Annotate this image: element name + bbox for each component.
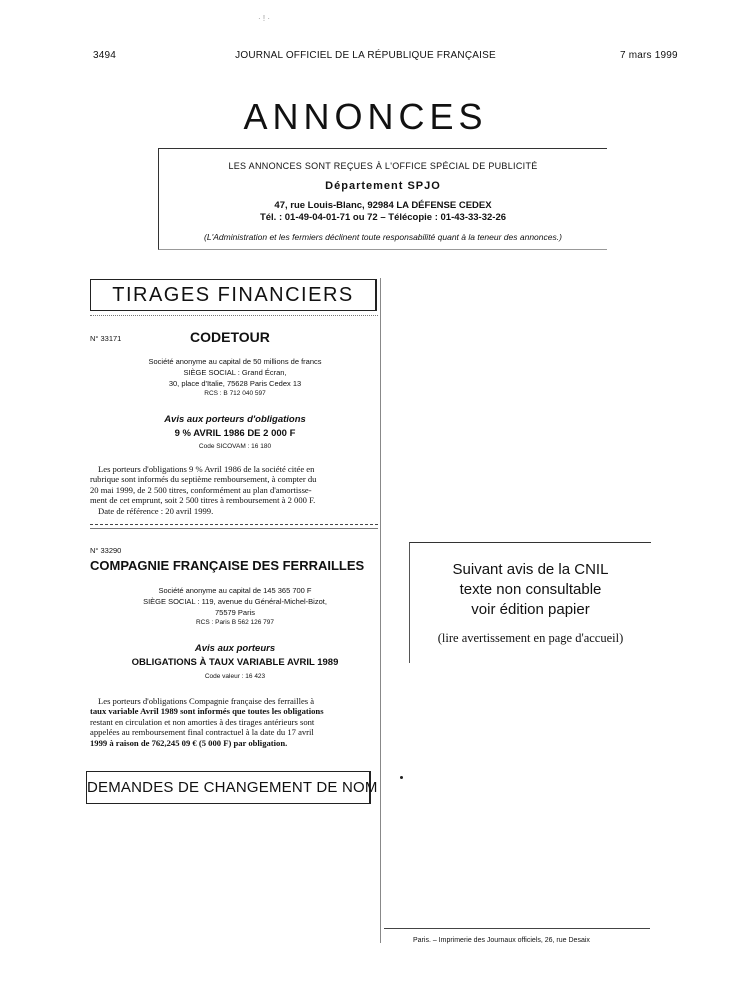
cnil-warning: (lire avertissement en page d'accueil)	[437, 631, 624, 645]
notice-box	[158, 148, 607, 250]
body-line: appelées au remboursement final contractuel à la date du 17 avril	[90, 727, 314, 738]
bond-title: OBLIGATIONS À TAUX VARIABLE AVRIL 1989	[131, 657, 339, 668]
avis-heading: Avis aux porteurs	[194, 643, 276, 654]
print-speck	[400, 776, 403, 779]
notice-disclaimer: (L'Administration et les fermiers déclinent toute responsabilité quant à la teneur des annonces.)	[204, 232, 562, 242]
body-line: Les porteurs d'obligations 9 % Avril 1986 de la société citée en	[98, 464, 315, 474]
date-reference: Date de référence : 20 avril 1999.	[98, 505, 214, 516]
section-underline	[90, 315, 378, 316]
notice-intro: LES ANNONCES SONT REÇUES À L'OFFICE SPÉCIAL DE PUBLICITÉ	[228, 161, 538, 171]
announcement-body	[90, 464, 373, 516]
body-line: 1999 à raison de 762,245 09 € (5 000 F) par obligation.	[90, 737, 288, 748]
company-capital: Société anonyme au capital de 145 365 700 F	[158, 586, 312, 595]
announcement-number: N° 33171	[90, 334, 122, 343]
header-date: 7 mars 1999	[620, 50, 678, 61]
announcement-body	[90, 696, 373, 748]
bond-code: Code valeur : 16 423	[204, 673, 266, 680]
bond-code: Code SICOVAM : 16 180	[198, 443, 272, 450]
cnil-line: texte non consultable	[459, 581, 602, 598]
page-title: ANNONCES	[243, 96, 488, 137]
cnil-line: voir édition papier	[471, 601, 590, 618]
body-line: restant en circulation et non amorties à des tirages antérieurs sont	[90, 716, 315, 727]
company-name: COMPAGNIE FRANÇAISE DES FERRAILLES	[90, 558, 365, 573]
notice-phone: Tél. : 01-49-04-01-71 ou 72 – Télécopie : 01-43-33-32-26	[259, 212, 507, 223]
announcement-divider	[90, 524, 378, 525]
footer-imprint: Paris. – Imprimerie des Journaux officiels, 26, rue Desaix	[413, 937, 590, 944]
section-tirages-financiers: TIRAGES FINANCIERS	[90, 279, 377, 311]
body-line: Les porteurs d'obligations Compagnie française des ferrailles à	[98, 696, 315, 706]
column-separator	[380, 278, 381, 943]
company-name: CODETOUR	[190, 329, 270, 345]
section-demandes-changement-nom: DEMANDES DE CHANGEMENT DE NOM	[86, 771, 371, 804]
bond-title: 9 % AVRIL 1986 DE 2 000 F	[174, 428, 296, 439]
announcement-number: N° 33290	[90, 546, 122, 555]
company-capital: Société anonyme au capital de 50 millions de francs	[148, 357, 322, 366]
body-line: rubrique sont informés du septième remboursement, à compter du	[90, 474, 317, 485]
cnil-notice-box	[409, 542, 651, 663]
company-rcs: RCS : B 712 040 597	[204, 390, 266, 397]
body-line: 20 mai 1999, de 2 500 titres, conformément au plan d'amortisse-	[90, 484, 312, 495]
company-siege: SIÈGE SOCIAL : Grand Écran,	[183, 368, 287, 377]
company-city: 75579 Paris	[214, 608, 256, 617]
footer-rule	[384, 928, 650, 929]
page-number: 3494	[93, 50, 117, 61]
notice-address: 47, rue Louis-Blanc, 92984 LA DÉFENSE CEDEX	[274, 200, 492, 211]
company-address: 30, place d'Italie, 75628 Paris Cedex 13	[168, 379, 302, 388]
body-line: ment de cet emprunt, soit 2 500 titres à remboursement à 2 000 F.	[90, 495, 316, 506]
cnil-line: Suivant avis de la CNIL	[452, 561, 609, 578]
company-siege: SIÈGE SOCIAL : 119, avenue du Général-Michel-Bizot,	[143, 597, 327, 606]
announcement-divider	[90, 528, 378, 529]
avis-heading: Avis aux porteurs d'obligations	[164, 414, 306, 425]
notice-department: Département SPJO	[325, 180, 441, 192]
company-rcs: RCS : Paris B 562 126 797	[195, 619, 275, 626]
top-mark: · ! ·	[258, 14, 270, 23]
journal-title: JOURNAL OFFICIEL DE LA RÉPUBLIQUE FRANÇAISE	[235, 50, 496, 61]
body-line: taux variable Avril 1989 sont informés que toutes les obligations	[90, 706, 324, 717]
